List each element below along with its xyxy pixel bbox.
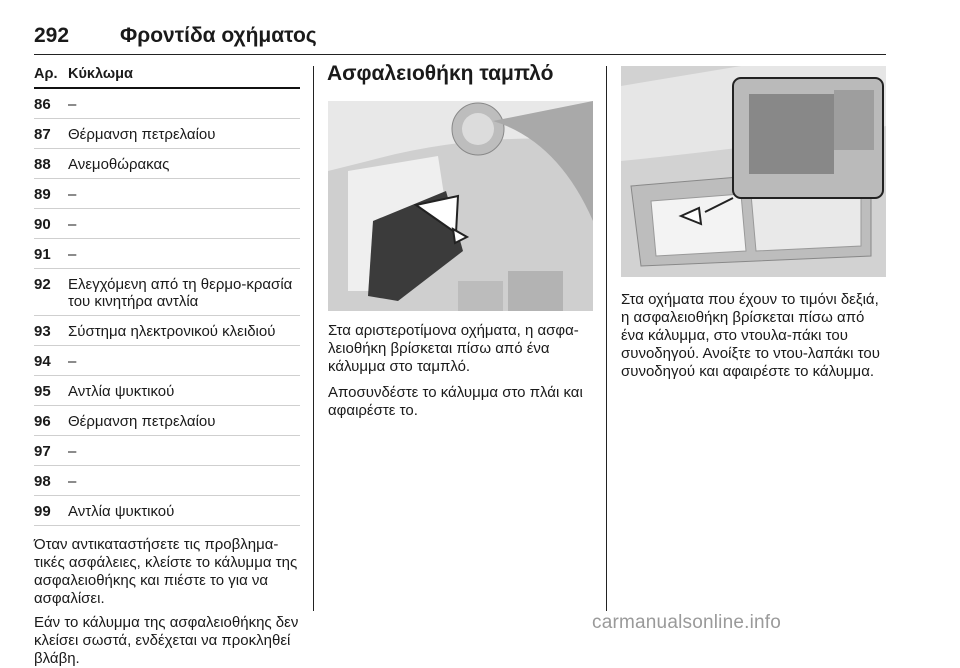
watermark: carmanualsonline.info bbox=[592, 612, 782, 633]
table-row bbox=[34, 466, 300, 496]
paragraph-remove-cover: Αποσυνδέστε το κάλυμμα στο πλάι και αφαιρέστε το. bbox=[328, 384, 583, 419]
page-title: Φροντίδα οχήματος bbox=[120, 24, 317, 47]
lhd-text bbox=[328, 322, 593, 420]
table-row bbox=[34, 269, 300, 316]
fuse-circuit: Αντλία ψυκτικού bbox=[68, 383, 175, 400]
rhd-glovebox-image bbox=[621, 66, 886, 277]
fuse-number: 86 bbox=[34, 96, 51, 113]
fuse-number: 93 bbox=[34, 323, 51, 340]
fuse-circuit: Ελεγχόμενη από τη θερμο-κρασία του κινητήρα αντλία bbox=[68, 276, 293, 310]
table-row bbox=[34, 149, 300, 179]
table-row bbox=[34, 376, 300, 406]
fuse-number: 96 bbox=[34, 413, 51, 430]
column-header-number: Αρ. bbox=[34, 66, 58, 82]
column-divider bbox=[313, 66, 314, 611]
fuse-circuit: – bbox=[68, 246, 77, 263]
fuse-number: 89 bbox=[34, 186, 51, 203]
table-row bbox=[34, 209, 300, 239]
table-row bbox=[34, 496, 300, 526]
lhd-fusebox-cover-image bbox=[328, 101, 593, 311]
rhd-text bbox=[621, 291, 886, 381]
fuse-circuit: – bbox=[68, 216, 77, 233]
table-row bbox=[34, 239, 300, 269]
fuse-circuit: – bbox=[68, 186, 77, 203]
fuse-number: 88 bbox=[34, 156, 51, 173]
fuse-circuit: – bbox=[68, 443, 77, 460]
table-row bbox=[34, 406, 300, 436]
table-row bbox=[34, 179, 300, 209]
fuse-number: 94 bbox=[34, 353, 51, 370]
dashboard-illustration-left bbox=[328, 101, 593, 311]
fuse-number: 99 bbox=[34, 503, 51, 520]
section-title: Ασφαλειοθήκη ταμπλό bbox=[327, 62, 554, 85]
fuse-circuit: Θέρμανση πετρελαίου bbox=[68, 413, 216, 430]
fuse-number: 90 bbox=[34, 216, 51, 233]
paragraph-cover-warning: Εάν το κάλυμμα της ασφαλειοθήκης δεν κλείσει σωστά, ενδέχεται να προκληθεί βλάβη. bbox=[34, 614, 299, 667]
fuse-circuit: Αντλία ψυκτικού bbox=[68, 503, 175, 520]
fuse-table-column bbox=[34, 66, 300, 668]
fuse-circuit: Σύστημα ηλεκτρονικού κλειδιού bbox=[68, 323, 276, 340]
fuse-number: 91 bbox=[34, 246, 51, 263]
page-number: 292 bbox=[34, 24, 70, 47]
table-row bbox=[34, 346, 300, 376]
instrument-panel-section bbox=[327, 62, 593, 98]
fuse-table-header bbox=[34, 66, 300, 89]
fuse-circuit: Θέρμανση πετρελαίου bbox=[68, 126, 216, 143]
fuse-circuit: – bbox=[68, 96, 77, 113]
fuse-number: 95 bbox=[34, 383, 51, 400]
paragraph-rhd-location: Στα οχήματα που έχουν το τιμόνι δεξιά, η ασφαλειοθήκη βρίσκεται πίσω από ένα κάλυμμα, στο ντουλα-πάκι του συνοδηγού. Ανοίξτε το ντου-λαπάκι του συνοδηγού και αφαιρέστε το κάλυμμα. bbox=[621, 291, 880, 380]
fuse-circuit: – bbox=[68, 473, 77, 490]
fuse-number: 92 bbox=[34, 276, 51, 293]
fuse-number: 97 bbox=[34, 443, 51, 460]
table-row bbox=[34, 119, 300, 149]
table-row bbox=[34, 316, 300, 346]
column-header-circuit: Κύκλωμα bbox=[68, 66, 133, 82]
fuse-circuit: – bbox=[68, 353, 77, 370]
column-divider bbox=[606, 66, 607, 611]
glovebox-illustration bbox=[621, 66, 886, 277]
page-header bbox=[34, 22, 886, 55]
paragraph-close-cover: Όταν αντικαταστήσετε τις προβλημα-τικές ασφάλειες, κλείστε το κάλυμμα της ασφαλειοθήκης και πιέστε το για να ασφαλίσει. bbox=[34, 536, 298, 607]
table-row bbox=[34, 89, 300, 119]
paragraph-lhd-location: Στα αριστεροτίμονα οχήματα, η ασφα-λειοθήκη βρίσκεται πίσω από ένα κάλυμμα στο ταμπλό. bbox=[328, 322, 579, 375]
fuse-number: 87 bbox=[34, 126, 51, 143]
fuse-table-body bbox=[34, 89, 300, 526]
table-row bbox=[34, 436, 300, 466]
fuse-circuit: Ανεμοθώρακας bbox=[68, 156, 170, 173]
fuse-number: 98 bbox=[34, 473, 51, 490]
